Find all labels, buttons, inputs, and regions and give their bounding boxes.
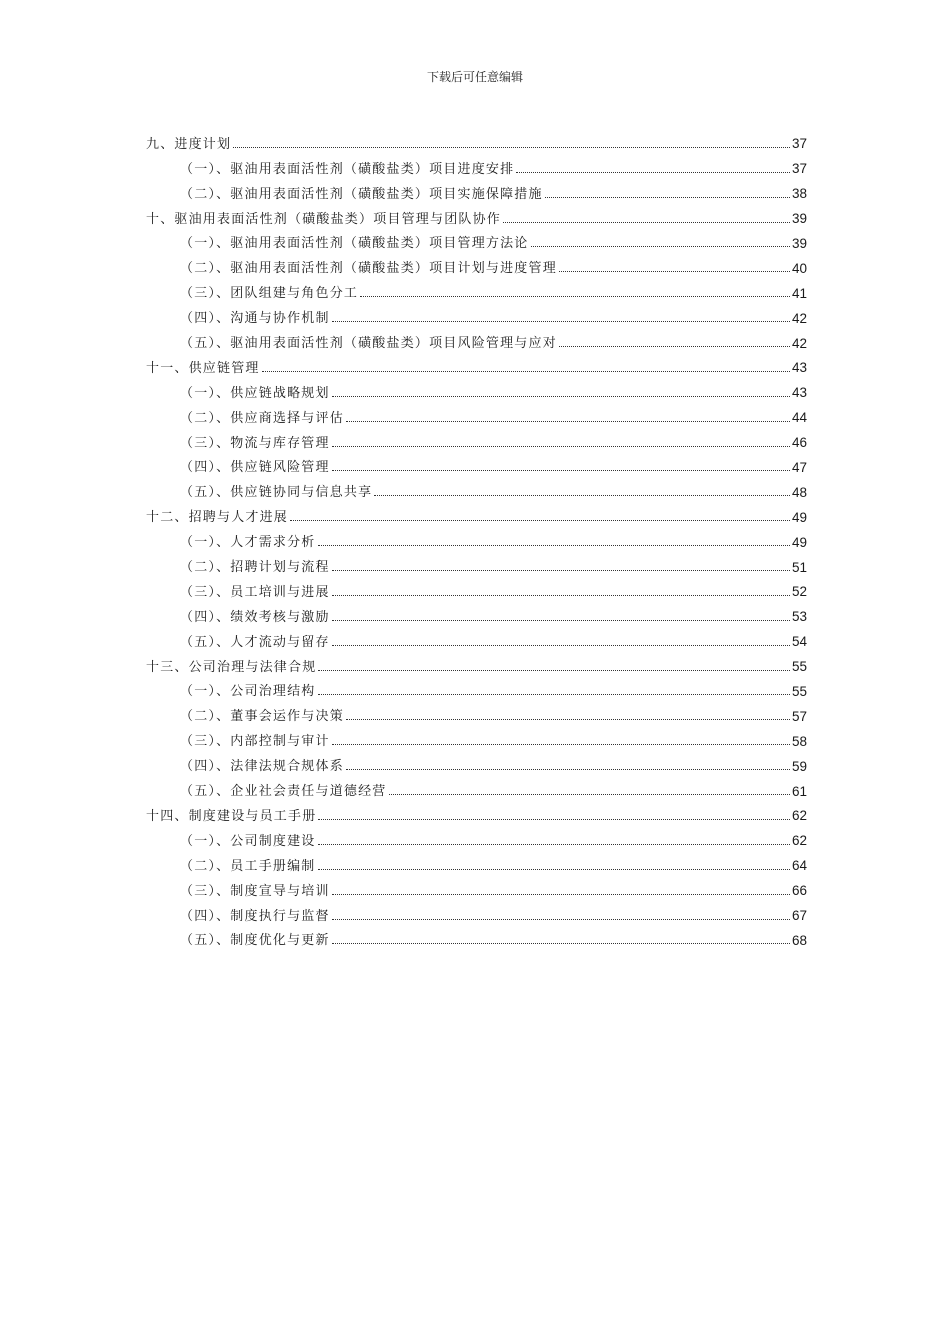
toc-dot-leader <box>332 943 790 944</box>
toc-entry-label: （二）、驱油用表面活性剂（磺酸盐类）项目实施保障措施 <box>180 186 543 202</box>
toc-dot-leader <box>559 346 790 347</box>
toc-entry-label: （五）、人才流动与留存 <box>180 634 330 650</box>
toc-entry-label: （一）、公司治理结构 <box>180 684 316 700</box>
toc-dot-leader <box>516 172 790 173</box>
toc-section-entry[interactable] <box>146 275 807 300</box>
toc-dot-leader <box>531 246 790 247</box>
toc-dot-leader <box>346 421 790 422</box>
toc-section-entry[interactable] <box>146 549 807 574</box>
toc-entry-label: （一）、公司制度建设 <box>180 833 316 849</box>
toc-entry-label: （一）、驱油用表面活性剂（磺酸盐类）项目进度安排 <box>180 161 515 177</box>
table-of-contents <box>146 126 807 947</box>
toc-entry-label: （四）、制度执行与监督 <box>180 908 330 924</box>
toc-section-entry[interactable] <box>146 250 807 275</box>
toc-dot-leader <box>332 919 790 920</box>
toc-page-number: 67 <box>791 908 807 923</box>
toc-section-entry[interactable] <box>146 226 807 251</box>
toc-dot-leader <box>332 446 790 447</box>
toc-dot-leader <box>346 719 790 720</box>
toc-entry-label: 十、驱油用表面活性剂（磺酸盐类）项目管理与团队协作 <box>146 211 502 227</box>
toc-page-number: 58 <box>791 733 807 749</box>
toc-page-number: 59 <box>791 758 807 774</box>
toc-section-entry[interactable] <box>146 723 807 748</box>
toc-section-entry[interactable] <box>146 923 807 948</box>
toc-page-number: 54 <box>791 634 807 650</box>
toc-section-entry[interactable] <box>146 698 807 723</box>
toc-dot-leader <box>262 371 790 372</box>
toc-page-number: 43 <box>791 360 807 376</box>
toc-page-number: 68 <box>791 932 807 948</box>
toc-page-number: 51 <box>791 559 807 575</box>
toc-section-entry[interactable] <box>146 400 807 425</box>
toc-page-number: 37 <box>791 161 807 177</box>
toc-page-number: 40 <box>791 260 807 276</box>
toc-entry-label: 十四、制度建设与员工手册 <box>146 808 317 824</box>
toc-section-entry[interactable] <box>146 425 807 450</box>
toc-dot-leader <box>360 296 790 297</box>
toc-entry-label: 十三、公司治理与法律合规 <box>146 659 317 675</box>
toc-entry-label: （一）、人才需求分析 <box>180 535 316 551</box>
toc-dot-leader <box>332 894 790 895</box>
toc-chapter-entry[interactable] <box>146 201 807 226</box>
toc-entry-label: （五）、驱油用表面活性剂（磺酸盐类）项目风险管理与应对 <box>180 336 557 352</box>
toc-entry-label: （二）、董事会运作与决策 <box>180 709 344 725</box>
toc-page-number: 42 <box>791 335 807 351</box>
toc-entry-label: （五）、供应链协同与信息共享 <box>180 485 373 501</box>
toc-page-number: 55 <box>791 683 807 699</box>
toc-section-entry[interactable] <box>146 848 807 873</box>
toc-section-entry[interactable] <box>146 524 807 549</box>
toc-dot-leader <box>389 794 790 795</box>
toc-page-number: 64 <box>791 858 807 874</box>
toc-entry-label: （四）、法律法规合规体系 <box>180 759 344 775</box>
toc-entry-label: （三）、制度宣导与培训 <box>180 883 330 899</box>
toc-dot-leader <box>332 470 790 471</box>
toc-section-entry[interactable] <box>146 674 807 699</box>
toc-chapter-entry[interactable] <box>146 649 807 674</box>
toc-entry-label: （四）、供应链风险管理 <box>180 460 330 476</box>
toc-entry-label: （三）、团队组建与角色分工 <box>180 286 359 302</box>
toc-dot-leader <box>374 495 790 496</box>
toc-entry-label: （二）、驱油用表面活性剂（磺酸盐类）项目计划与进度管理 <box>180 261 557 277</box>
toc-dot-leader <box>332 396 790 397</box>
toc-page-number: 55 <box>791 659 807 675</box>
toc-dot-leader <box>318 694 790 695</box>
toc-dot-leader <box>318 844 790 845</box>
toc-page-number: 44 <box>791 410 807 426</box>
toc-entry-label: （五）、制度优化与更新 <box>180 933 330 949</box>
toc-dot-leader <box>545 197 790 198</box>
toc-page-number: 41 <box>791 285 807 301</box>
toc-page-number: 62 <box>791 833 807 849</box>
toc-page-number: 57 <box>791 708 807 724</box>
toc-entry-label: （四）、绩效考核与激励 <box>180 609 330 625</box>
toc-page-number: 39 <box>791 235 807 251</box>
toc-entry-label: （四）、沟通与协作机制 <box>180 311 330 327</box>
toc-dot-leader <box>318 670 790 671</box>
toc-dot-leader <box>346 769 790 770</box>
toc-page-number: 49 <box>791 534 807 550</box>
toc-entry-label: （三）、员工培训与进展 <box>180 584 330 600</box>
toc-entry-label: （三）、物流与库存管理 <box>180 435 330 451</box>
toc-section-entry[interactable] <box>146 624 807 649</box>
toc-section-entry[interactable] <box>146 300 807 325</box>
toc-entry-label: （三）、内部控制与审计 <box>180 734 330 750</box>
toc-section-entry[interactable] <box>146 599 807 624</box>
toc-section-entry[interactable] <box>146 898 807 923</box>
toc-section-entry[interactable] <box>146 325 807 350</box>
toc-dot-leader <box>332 570 790 571</box>
toc-section-entry[interactable] <box>146 474 807 499</box>
toc-dot-leader <box>318 819 790 820</box>
toc-section-entry[interactable] <box>146 574 807 599</box>
toc-dot-leader <box>332 620 790 621</box>
toc-dot-leader <box>503 222 790 223</box>
toc-page-number: 48 <box>791 484 807 500</box>
toc-section-entry[interactable] <box>146 375 807 400</box>
toc-dot-leader <box>332 744 790 745</box>
toc-dot-leader <box>332 645 790 646</box>
toc-dot-leader <box>290 520 790 521</box>
toc-page-number: 62 <box>791 808 807 824</box>
toc-page-number: 52 <box>791 584 807 600</box>
toc-page-number: 49 <box>791 509 807 525</box>
toc-section-entry[interactable] <box>146 823 807 848</box>
toc-section-entry[interactable] <box>146 873 807 898</box>
toc-page-number: 46 <box>791 435 807 451</box>
toc-entry-label: （一）、供应链战略规划 <box>180 385 330 401</box>
toc-section-entry[interactable] <box>146 450 807 475</box>
toc-page-number: 43 <box>791 385 807 401</box>
toc-section-entry[interactable] <box>146 748 807 773</box>
toc-dot-leader <box>233 147 790 148</box>
toc-chapter-entry[interactable] <box>146 798 807 823</box>
toc-page-number: 53 <box>791 609 807 625</box>
toc-section-entry[interactable] <box>146 176 807 201</box>
toc-chapter-entry[interactable] <box>146 350 807 375</box>
toc-entry-label: 十二、招聘与人才进展 <box>146 510 289 526</box>
toc-page-number: 39 <box>791 211 807 227</box>
toc-chapter-entry[interactable] <box>146 499 807 524</box>
toc-entry-label: 九、进度计划 <box>146 136 232 152</box>
toc-entry-label: 十一、供应链管理 <box>146 360 260 376</box>
toc-section-entry[interactable] <box>146 151 807 176</box>
toc-dot-leader <box>318 545 790 546</box>
toc-entry-label: （二）、招聘计划与流程 <box>180 560 330 576</box>
toc-entry-label: （五）、企业社会责任与道德经营 <box>180 784 387 800</box>
toc-page-number: 42 <box>791 310 807 326</box>
toc-entry-label: （一）、驱油用表面活性剂（磺酸盐类）项目管理方法论 <box>180 236 529 252</box>
toc-dot-leader <box>332 321 790 322</box>
toc-section-entry[interactable] <box>146 773 807 798</box>
toc-entry-label: （二）、员工手册编制 <box>180 858 316 874</box>
toc-chapter-entry[interactable] <box>146 126 807 151</box>
toc-dot-leader <box>318 869 790 870</box>
toc-page-number: 66 <box>791 883 807 899</box>
toc-page-number: 38 <box>791 186 807 202</box>
toc-page-number: 61 <box>791 783 807 799</box>
toc-dot-leader <box>332 595 790 596</box>
toc-entry-label: （二）、供应商选择与评估 <box>180 410 344 426</box>
page-header: 下载后可任意编辑 <box>426 70 523 84</box>
toc-dot-leader <box>559 271 790 272</box>
toc-page-number: 37 <box>791 136 807 152</box>
toc-page-number: 47 <box>791 459 807 475</box>
